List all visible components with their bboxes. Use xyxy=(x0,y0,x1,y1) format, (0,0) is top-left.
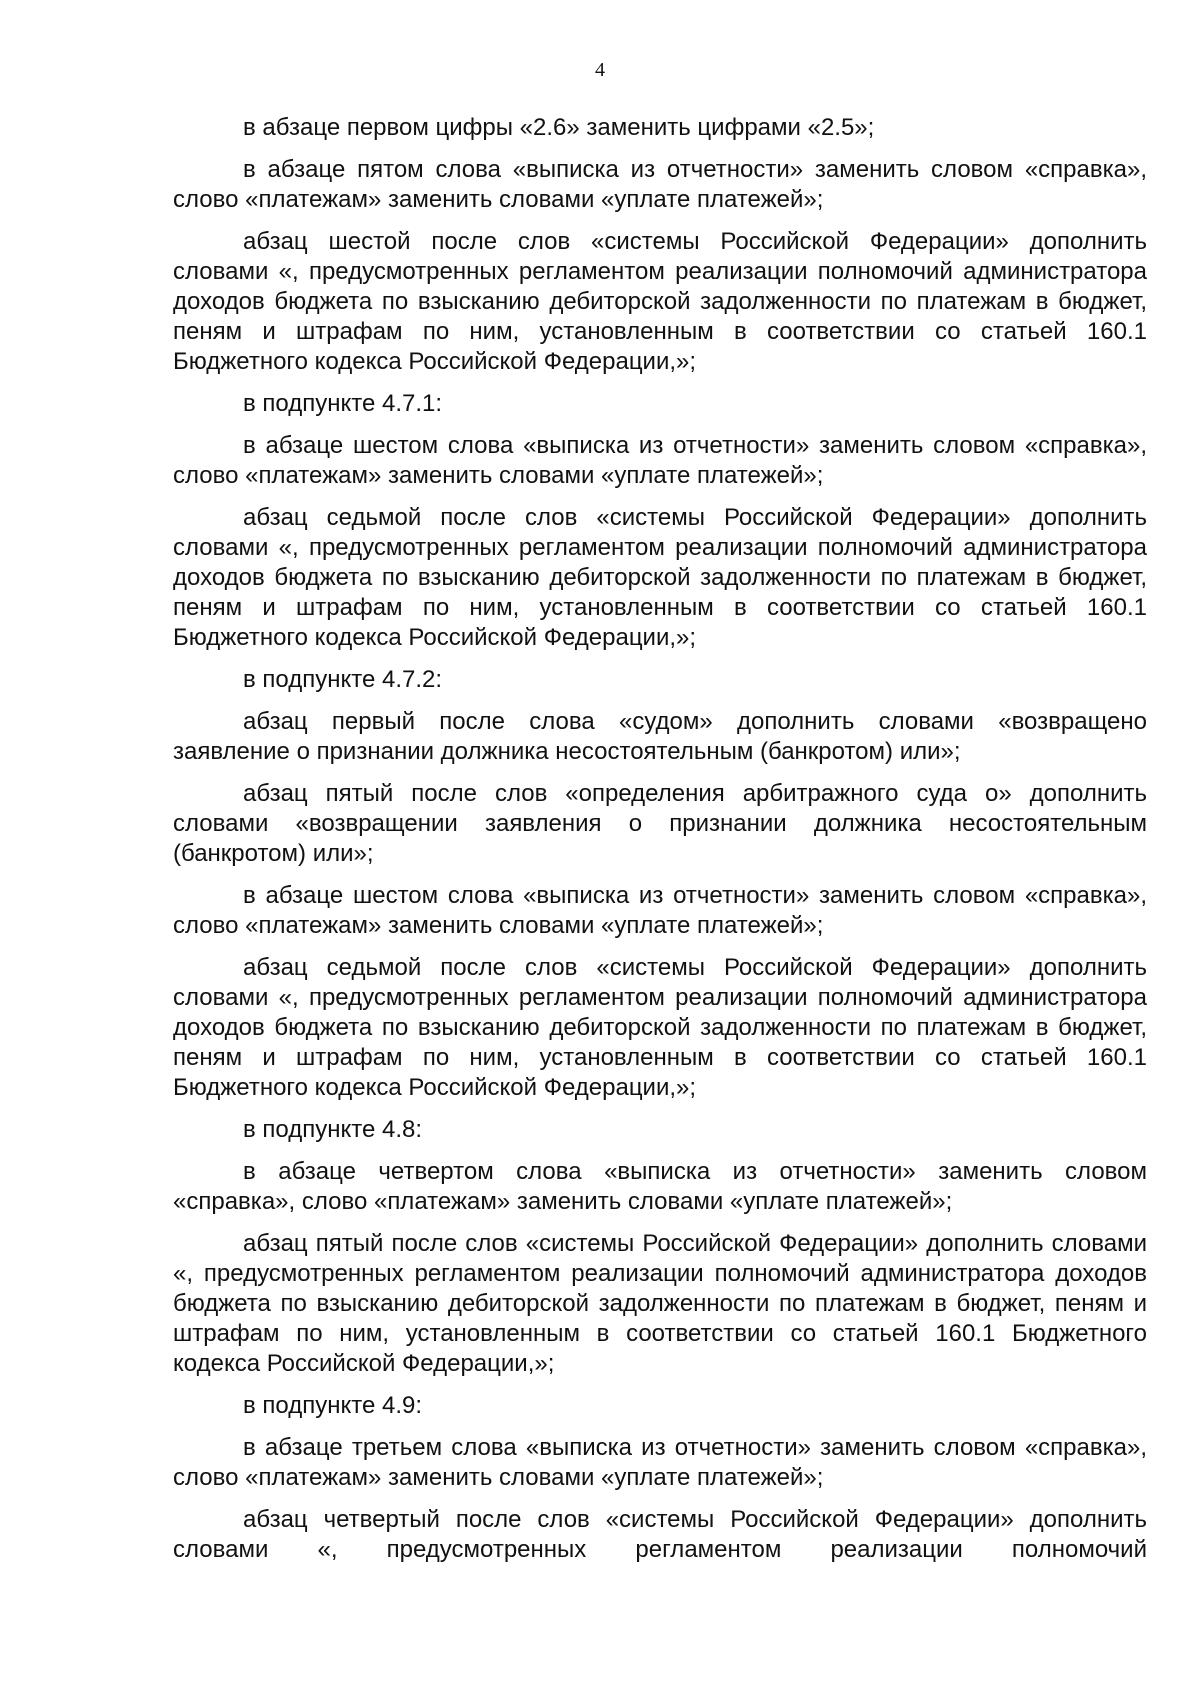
paragraph: абзац шестой после слов «системы Российской Федерации» дополнить словами «, предусмотренных регламентом реализации полномочий администратора доходов бюджета по взысканию дебиторской задолженности по платежам в бюджет, пеням и штрафам по ним, установленным в соответствии со статьей 160.1 Бюджетного кодекса Российской Федерации,»; xyxy=(173,228,1147,375)
paragraph: в абзаце шестом слова «выписка из отчетности» заменить словом «справка», слово «платежам» заменить словами «уплате платежей»; xyxy=(173,432,1147,489)
paragraph: абзац пятый после слов «определения арбитражного суда о» дополнить словами «возвращении заявления о признании должника несостоятельным (банкротом) или»; xyxy=(173,780,1147,867)
subpoint-heading: в подпункте 4.9: xyxy=(243,1392,423,1419)
document-body xyxy=(173,113,1147,1565)
paragraph: в абзаце первом цифры «2.6» заменить цифрами «2.5»; xyxy=(243,114,875,141)
paragraph: в абзаце третьем слова «выписка из отчетности» заменить словом «справка», слово «платежам» заменить словами «уплате платежей»; xyxy=(173,1434,1147,1491)
paragraph: абзац пятый после слов «системы Российской Федерации» дополнить словами «, предусмотренных регламентом реализации полномочий администратора доходов бюджета по взысканию дебиторской задолженности по платежам в бюджет, пеням и штрафам по ним, установленным в соответствии со статьей 160.1 Бюджетного кодекса Российской Федерации,»; xyxy=(173,1230,1147,1377)
paragraph: в абзаце четвертом слова «выписка из отчетности» заменить словом «справка», слово «платежам» заменить словами «уплате платежей»; xyxy=(173,1158,1147,1215)
subpoint-heading: в подпункте 4.7.1: xyxy=(243,390,443,417)
paragraph: в абзаце пятом слова «выписка из отчетности» заменить словом «справка», слово «платежам» заменить словами «уплате платежей»; xyxy=(173,156,1147,213)
page-number: 4 xyxy=(595,59,605,81)
paragraph: в абзаце шестом слова «выписка из отчетности» заменить словом «справка», слово «платежам» заменить словами «уплате платежей»; xyxy=(173,882,1147,939)
paragraph: абзац седьмой после слов «системы Российской Федерации» дополнить словами «, предусмотренных регламентом реализации полномочий администратора доходов бюджета по взысканию дебиторской задолженности по платежам в бюджет, пеням и штрафам по ним, установленным в соответствии со статьей 160.1 Бюджетного кодекса Российской Федерации,»; xyxy=(173,954,1147,1101)
paragraph: абзац четвертый после слов «системы Российской Федерации» дополнить словами «, предусмотренных регламентом реализации полномочий xyxy=(173,1506,1147,1563)
subpoint-heading: в подпункте 4.8: xyxy=(243,1116,423,1143)
paragraph: абзац седьмой после слов «системы Российской Федерации» дополнить словами «, предусмотренных регламентом реализации полномочий администратора доходов бюджета по взысканию дебиторской задолженности по платежам в бюджет, пеням и штрафам по ним, установленным в соответствии со статьей 160.1 Бюджетного кодекса Российской Федерации,»; xyxy=(173,504,1147,651)
paragraph: абзац первый после слова «судом» дополнить словами «возвращено заявление о признании должника несостоятельным (банкротом) или»; xyxy=(173,708,1147,765)
subpoint-heading: в подпункте 4.7.2: xyxy=(243,666,443,693)
